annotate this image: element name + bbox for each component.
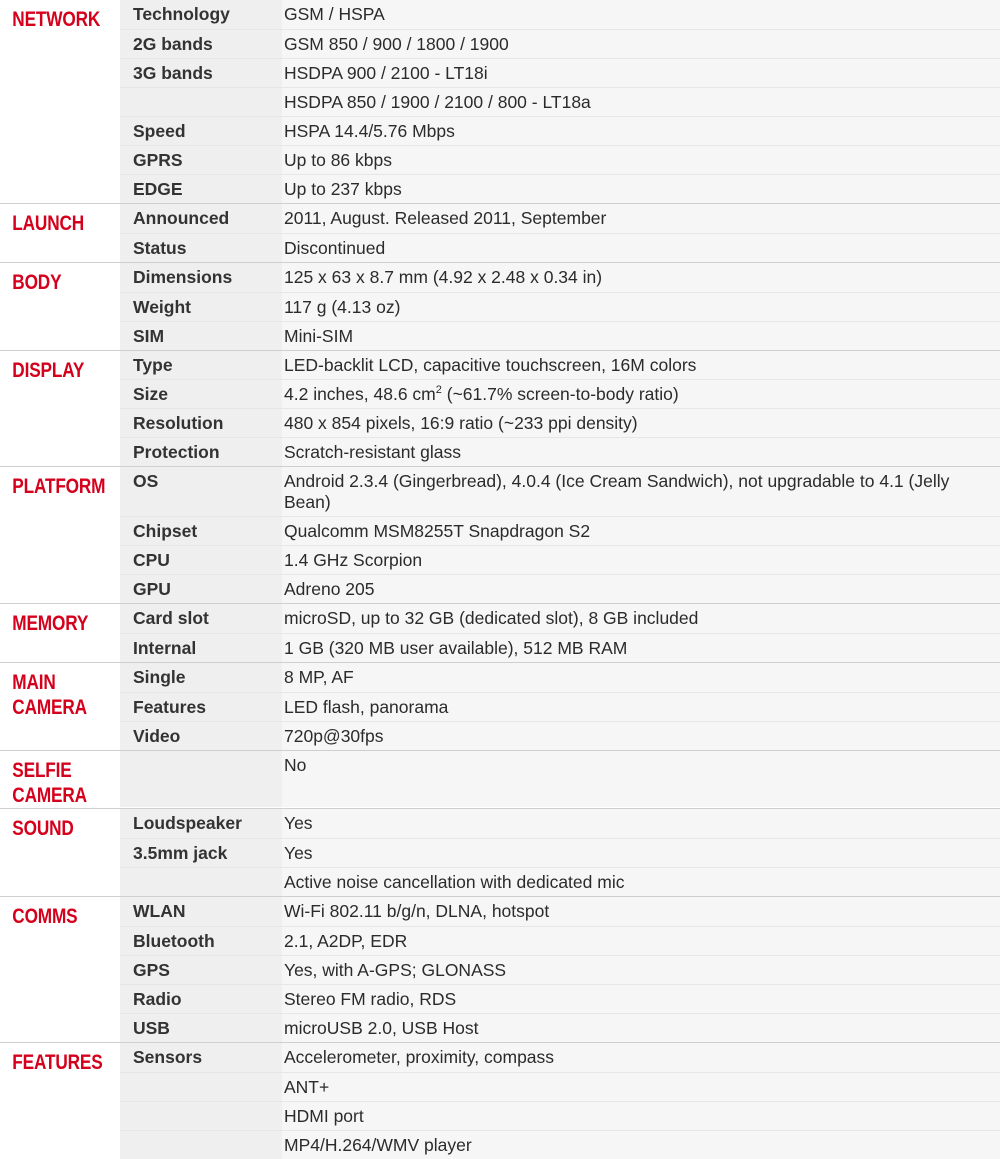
spec-value: No <box>282 751 1000 807</box>
section-heading: FEATURES <box>12 1050 103 1074</box>
section-heading: DISPLAY <box>12 358 85 382</box>
spec-key: Protection <box>120 438 282 466</box>
spec-key: 3G bands <box>120 59 282 87</box>
spec-key: Size <box>120 380 282 408</box>
spec-value: LED flash, panorama <box>282 693 1000 721</box>
spec-section <box>0 808 1000 896</box>
spec-key: 2G bands <box>120 30 282 58</box>
section-rows <box>120 604 1000 662</box>
spec-key: Features <box>120 693 282 721</box>
section-rows <box>120 751 1000 808</box>
spec-value: Qualcomm MSM8255T Snapdragon S2 <box>282 517 1000 545</box>
spec-key <box>120 1073 282 1101</box>
spec-row <box>120 984 1000 1013</box>
spec-key: Internal <box>120 634 282 662</box>
spec-row <box>120 838 1000 867</box>
section-heading: LAUNCH <box>12 211 85 235</box>
spec-key: Announced <box>120 204 282 233</box>
spec-key <box>120 88 282 116</box>
spec-key: Video <box>120 722 282 750</box>
section-heading: SOUND <box>12 817 74 841</box>
section-rows <box>120 1043 1000 1159</box>
spec-value: 1.4 GHz Scorpion <box>282 546 1000 574</box>
spec-key <box>120 751 282 807</box>
spec-value: HDMI port <box>282 1102 1000 1130</box>
spec-key <box>120 868 282 896</box>
spec-row <box>120 751 1000 807</box>
spec-row <box>120 926 1000 955</box>
spec-value: Yes, with A-GPS; GLONASS <box>282 956 1000 984</box>
spec-row <box>120 574 1000 603</box>
spec-section <box>0 603 1000 662</box>
spec-value: Mini-SIM <box>282 322 1000 350</box>
spec-value: 4.2 inches, 48.6 $cm^2$ (~61.7% screen-to-body ratio) <box>282 380 1000 408</box>
spec-section <box>0 350 1000 467</box>
spec-key: 3.5mm jack <box>120 839 282 867</box>
spec-row <box>120 1043 1000 1072</box>
spec-row <box>120 604 1000 633</box>
spec-value: microUSB 2.0, USB Host <box>282 1014 1000 1042</box>
spec-key: Type <box>120 351 282 380</box>
spec-row <box>120 1072 1000 1101</box>
section-rows <box>120 663 1000 750</box>
spec-key: SIM <box>120 322 282 350</box>
spec-key: GPRS <box>120 146 282 174</box>
spec-row <box>120 692 1000 721</box>
spec-key: Technology <box>120 0 282 29</box>
spec-key: WLAN <box>120 897 282 926</box>
spec-key: Speed <box>120 117 282 145</box>
spec-key: Radio <box>120 985 282 1013</box>
spec-row <box>120 721 1000 750</box>
spec-value: Wi-Fi 802.11 b/g/n, DLNA, hotspot <box>282 897 1000 926</box>
spec-value: Adreno 205 <box>282 575 1000 603</box>
spec-section <box>0 896 1000 1042</box>
spec-key: Resolution <box>120 409 282 437</box>
spec-row <box>120 897 1000 926</box>
spec-section <box>0 262 1000 350</box>
spec-key: Status <box>120 234 282 262</box>
spec-key: GPS <box>120 956 282 984</box>
spec-key: OS <box>120 467 282 516</box>
section-heading: MEMORY <box>12 612 89 636</box>
spec-row <box>120 467 1000 516</box>
spec-value: HSDPA 900 / 2100 - LT18i <box>282 59 1000 87</box>
spec-value: HSPA 14.4/5.76 Mbps <box>282 117 1000 145</box>
spec-value: GSM 850 / 900 / 1800 / 1900 <box>282 30 1000 58</box>
spec-value: MP4/H.264/WMV player <box>282 1131 1000 1159</box>
spec-row <box>120 1101 1000 1130</box>
spec-row <box>120 233 1000 262</box>
spec-value: 720p@30fps <box>282 722 1000 750</box>
spec-value: ANT+ <box>282 1073 1000 1101</box>
spec-key: GPU <box>120 575 282 603</box>
spec-row <box>120 145 1000 174</box>
spec-row <box>120 809 1000 838</box>
spec-section <box>0 1042 1000 1159</box>
section-rows <box>120 809 1000 896</box>
spec-value: 1 GB (320 MB user available), 512 MB RAM <box>282 634 1000 662</box>
spec-key: EDGE <box>120 175 282 203</box>
section-heading: BODY <box>12 270 62 294</box>
section-rows <box>120 263 1000 350</box>
section-rows <box>120 467 1000 603</box>
section-heading: MAIN CAMERA <box>12 671 87 720</box>
spec-row <box>120 1130 1000 1159</box>
spec-value: Accelerometer, proximity, compass <box>282 1043 1000 1072</box>
spec-key <box>120 1102 282 1130</box>
spec-key <box>120 1131 282 1159</box>
spec-value: Scratch-resistant glass <box>282 438 1000 466</box>
spec-key: Bluetooth <box>120 927 282 955</box>
spec-value: HSDPA 850 / 1900 / 2100 / 800 - LT18a <box>282 88 1000 116</box>
spec-key: Dimensions <box>120 263 282 292</box>
section-heading: NETWORK <box>12 8 101 31</box>
spec-value: Stereo FM radio, RDS <box>282 985 1000 1013</box>
spec-row <box>120 545 1000 574</box>
spec-key: Weight <box>120 293 282 321</box>
spec-value: 2.1, A2DP, EDR <box>282 927 1000 955</box>
spec-value: Yes <box>282 809 1000 838</box>
section-heading: PLATFORM <box>12 475 106 499</box>
spec-value: 480 x 854 pixels, 16:9 ratio (~233 ppi density) <box>282 409 1000 437</box>
spec-row <box>120 58 1000 87</box>
section-rows <box>120 204 1000 262</box>
spec-row <box>120 292 1000 321</box>
spec-section <box>0 750 1000 808</box>
spec-value: Yes <box>282 839 1000 867</box>
spec-row <box>120 351 1000 380</box>
spec-row <box>120 321 1000 350</box>
spec-row <box>120 437 1000 466</box>
spec-row <box>120 204 1000 233</box>
spec-section <box>0 466 1000 603</box>
spec-value: Android 2.3.4 (Gingerbread), 4.0.4 (Ice Cream Sandwich), not upgradable to 4.1 (Jelly Bean) <box>282 467 1000 516</box>
spec-key: Card slot <box>120 604 282 633</box>
section-rows <box>120 0 1000 203</box>
spec-row <box>120 408 1000 437</box>
spec-row <box>120 116 1000 145</box>
spec-key: Chipset <box>120 517 282 545</box>
spec-value: GSM / HSPA <box>282 0 1000 29</box>
spec-row <box>120 379 1000 408</box>
spec-value: 117 g (4.13 oz) <box>282 293 1000 321</box>
spec-row <box>120 663 1000 692</box>
spec-row <box>120 633 1000 662</box>
spec-row <box>120 263 1000 292</box>
section-rows <box>120 897 1000 1042</box>
spec-key: USB <box>120 1014 282 1042</box>
spec-row <box>120 174 1000 203</box>
section-heading: SELFIE CAMERA <box>12 759 87 808</box>
spec-value: Active noise cancellation with dedicated mic <box>282 868 1000 896</box>
spec-key: CPU <box>120 546 282 574</box>
spec-value: microSD, up to 32 GB (dedicated slot), 8 GB included <box>282 604 1000 633</box>
spec-row <box>120 0 1000 29</box>
spec-value: Up to 86 kbps <box>282 146 1000 174</box>
spec-row <box>120 87 1000 116</box>
spec-value: LED-backlit LCD, capacitive touchscreen, 16M colors <box>282 351 1000 380</box>
spec-section <box>0 662 1000 750</box>
spec-section <box>0 203 1000 262</box>
spec-key: Single <box>120 663 282 692</box>
spec-value: 125 x 63 x 8.7 mm (4.92 x 2.48 x 0.34 in) <box>282 263 1000 292</box>
spec-row <box>120 955 1000 984</box>
spec-key: Sensors <box>120 1043 282 1072</box>
spec-row <box>120 1013 1000 1042</box>
section-heading: COMMS <box>12 904 78 928</box>
spec-row <box>120 867 1000 896</box>
spec-row <box>120 29 1000 58</box>
spec-key: Loudspeaker <box>120 809 282 838</box>
spec-value: Up to 237 kbps <box>282 175 1000 203</box>
spec-value: 8 MP, AF <box>282 663 1000 692</box>
section-rows <box>120 351 1000 467</box>
spec-row <box>120 516 1000 545</box>
spec-value: 2011, August. Released 2011, September <box>282 204 1000 233</box>
spec-value: Discontinued <box>282 234 1000 262</box>
spec-section <box>0 0 1000 203</box>
superscript: 2 <box>435 384 442 397</box>
